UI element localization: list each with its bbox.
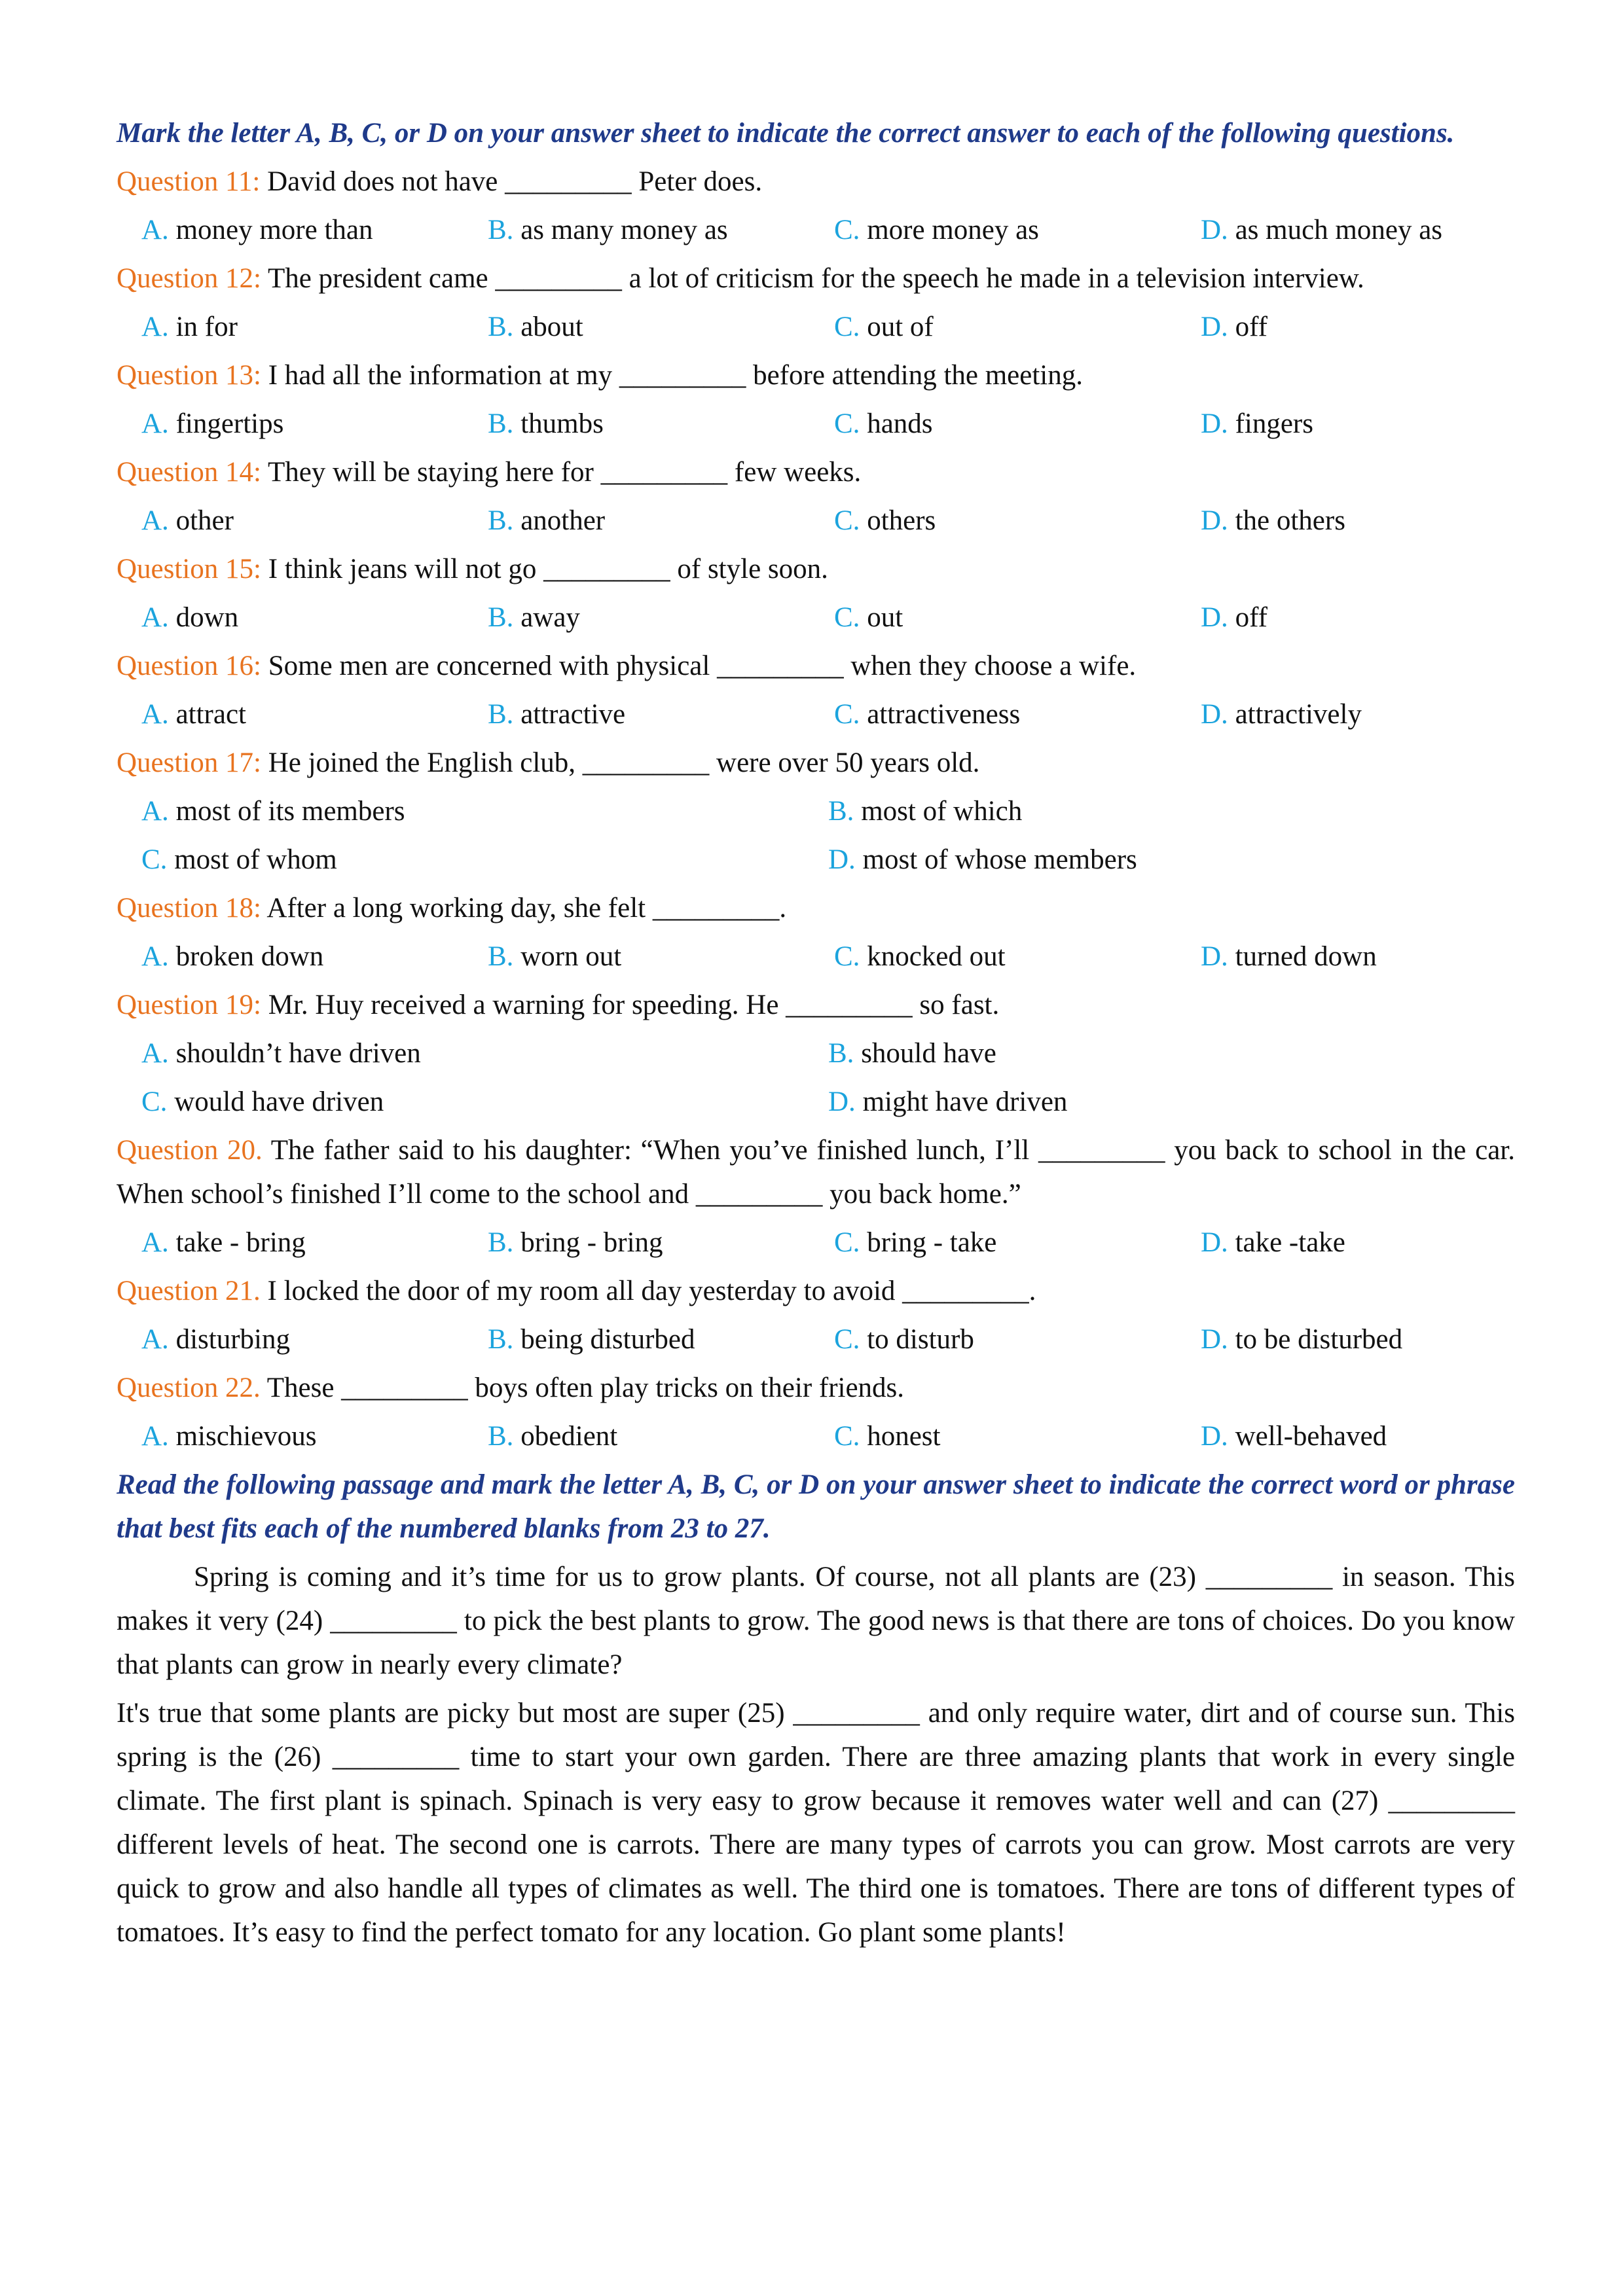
option-row <box>117 1221 1515 1265</box>
question-label: Question 22. <box>117 1372 261 1403</box>
option-a[interactable]: A. other <box>141 505 234 536</box>
option-row <box>117 838 1515 882</box>
option-d[interactable]: D. take -take <box>1201 1227 1345 1258</box>
question-text: Mr. Huy received a warning for speeding. He _________ so fast. <box>268 990 1000 1020</box>
question-text: I think jeans will not go _________ of style soon. <box>268 554 828 584</box>
question-label: Question 15: <box>117 554 261 584</box>
option-d[interactable]: D. attractively <box>1201 699 1362 730</box>
question <box>117 1366 1515 1410</box>
passage-paragraph-1: Spring is coming and it’s time for us to grow plants. Of course, not all plants are (23) _________ in season. This makes it very (24) _________ to pick the best plants to grow. The good news is that there are tons of choices. Do you know that plants can grow in nearly every climate? <box>117 1562 1515 1680</box>
option-d[interactable]: D. might have driven <box>828 1086 1068 1117</box>
option-row <box>117 1080 1515 1124</box>
option-row <box>117 789 1515 833</box>
option-c[interactable]: C. attractiveness <box>834 699 1021 730</box>
question-text: David does not have _________ Peter does. <box>267 166 763 197</box>
option-c[interactable]: C. more money as <box>834 215 1039 245</box>
option-row <box>117 1414 1515 1458</box>
option-a[interactable]: A. money more than <box>141 215 373 245</box>
question <box>117 450 1515 494</box>
option-d[interactable]: D. as much money as <box>1201 215 1443 245</box>
question-label: Question 19: <box>117 990 261 1020</box>
question-text: He joined the English club, _________ were over 50 years old. <box>268 747 980 778</box>
passage-paragraph-2: It's true that some plants are picky but most are super (25) _________ and only require water, dirt and of course sun. This spring is the (26) _________ time to start your own garden. There are three amazing plants that work in every single climate. The first plant is spinach. Spinach is very easy to grow because it removes water well and can (27) _________ different levels of heat. The second one is carrots. There are many types of carrots you can grow. Most carrots are very quick to grow and also handle all types of climates as well. The third one is tomatoes. There are tons of different types of tomatoes. It’s easy to find the perfect tomato for any location. Go plant some plants! <box>117 1698 1515 1948</box>
option-a[interactable]: A. mischievous <box>141 1421 317 1452</box>
question <box>117 1269 1515 1313</box>
question-label: Question 17: <box>117 747 261 778</box>
question-label: Question 16: <box>117 651 261 681</box>
option-d[interactable]: D. fingers <box>1201 408 1313 439</box>
option-c[interactable]: C. to disturb <box>834 1324 974 1355</box>
question <box>117 160 1515 204</box>
passage-instructions: Read the following passage and mark the letter A, B, C, or D on your answer sheet to indicate the correct word or phrase that best fits each of the numbered blanks from 23 to 27. <box>117 1469 1515 1544</box>
question-text: After a long working day, she felt _________. <box>266 893 787 924</box>
option-b[interactable]: B. worn out <box>488 941 622 972</box>
question <box>117 741 1515 785</box>
option-d[interactable]: D. off <box>1201 312 1267 342</box>
option-c[interactable]: C. out of <box>834 312 934 342</box>
option-d[interactable]: D. to be disturbed <box>1201 1324 1403 1355</box>
option-c[interactable]: C. most of whom <box>141 844 337 875</box>
question-text: Some men are concerned with physical _________ when they choose a wife. <box>268 651 1137 681</box>
question-label: Question 20. <box>117 1135 263 1166</box>
option-d[interactable]: D. most of whose members <box>828 844 1137 875</box>
option-d[interactable]: D. the others <box>1201 505 1345 536</box>
question <box>117 1128 1515 1216</box>
option-a[interactable]: A. attract <box>141 699 246 730</box>
question <box>117 886 1515 930</box>
question <box>117 983 1515 1027</box>
option-a[interactable]: A. fingertips <box>141 408 284 439</box>
option-b[interactable]: B. away <box>488 602 580 633</box>
option-row <box>117 499 1515 543</box>
option-d[interactable]: D. off <box>1201 602 1267 633</box>
question <box>117 353 1515 397</box>
question-label: Question 13: <box>117 360 261 391</box>
option-d[interactable]: D. well-behaved <box>1201 1421 1387 1452</box>
option-b[interactable]: B. bring - bring <box>488 1227 663 1258</box>
option-a[interactable]: A. take - bring <box>141 1227 306 1258</box>
option-a[interactable]: A. disturbing <box>141 1324 290 1355</box>
option-a[interactable]: A. most of its members <box>141 796 405 827</box>
question-text: The president came _________ a lot of criticism for the speech he made in a television interview. <box>267 263 1364 294</box>
option-d[interactable]: D. turned down <box>1201 941 1377 972</box>
option-c[interactable]: C. hands <box>834 408 933 439</box>
option-a[interactable]: A. down <box>141 602 239 633</box>
option-row <box>117 208 1515 252</box>
option-b[interactable]: B. attractive <box>488 699 626 730</box>
option-b[interactable]: B. should have <box>828 1038 996 1069</box>
question-label: Question 12: <box>117 263 261 294</box>
option-a[interactable]: A. shouldn’t have driven <box>141 1038 421 1069</box>
option-c[interactable]: C. bring - take <box>834 1227 997 1258</box>
option-b[interactable]: B. most of which <box>828 796 1023 827</box>
option-c[interactable]: C. knocked out <box>834 941 1006 972</box>
question-label: Question 14: <box>117 457 261 488</box>
option-b[interactable]: B. about <box>488 312 583 342</box>
option-row <box>117 935 1515 978</box>
option-row <box>117 402 1515 446</box>
question-text: I had all the information at my _________ before attending the meeting. <box>268 360 1083 391</box>
option-b[interactable]: B. as many money as <box>488 215 728 245</box>
question <box>117 547 1515 591</box>
option-row <box>117 305 1515 349</box>
option-a[interactable]: A. in for <box>141 312 238 342</box>
option-row <box>117 1031 1515 1075</box>
question <box>117 257 1515 300</box>
option-b[interactable]: B. another <box>488 505 606 536</box>
question-text: The father said to his daughter: “When you’ve finished lunch, I’ll _________ you back to school in the car. When school’s finished I’ll come to the school and _________ you back home.” <box>117 1135 1515 1210</box>
option-b[interactable]: B. obedient <box>488 1421 618 1452</box>
question-text: I locked the door of my room all day yesterday to avoid _________. <box>267 1276 1036 1306</box>
question-text: They will be staying here for _________ few weeks. <box>267 457 862 488</box>
question-label: Question 11: <box>117 166 261 197</box>
option-row <box>117 692 1515 736</box>
question <box>117 644 1515 688</box>
option-c[interactable]: C. honest <box>834 1421 941 1452</box>
option-b[interactable]: B. thumbs <box>488 408 604 439</box>
option-b[interactable]: B. being disturbed <box>488 1324 695 1355</box>
option-row <box>117 1318 1515 1361</box>
option-c[interactable]: C. others <box>834 505 936 536</box>
option-a[interactable]: A. broken down <box>141 941 324 972</box>
option-c[interactable]: C. out <box>834 602 903 633</box>
question-text: These _________ boys often play tricks on their friends. <box>266 1372 905 1403</box>
option-c[interactable]: C. would have driven <box>141 1086 384 1117</box>
mcq-instructions: Mark the letter A, B, C, or D on your answer sheet to indicate the correct answer to each of the following questions. <box>117 118 1455 149</box>
exam-page <box>117 111 1515 1954</box>
question-label: Question 21. <box>117 1276 261 1306</box>
question-label: Question 18: <box>117 893 261 924</box>
option-row <box>117 596 1515 639</box>
